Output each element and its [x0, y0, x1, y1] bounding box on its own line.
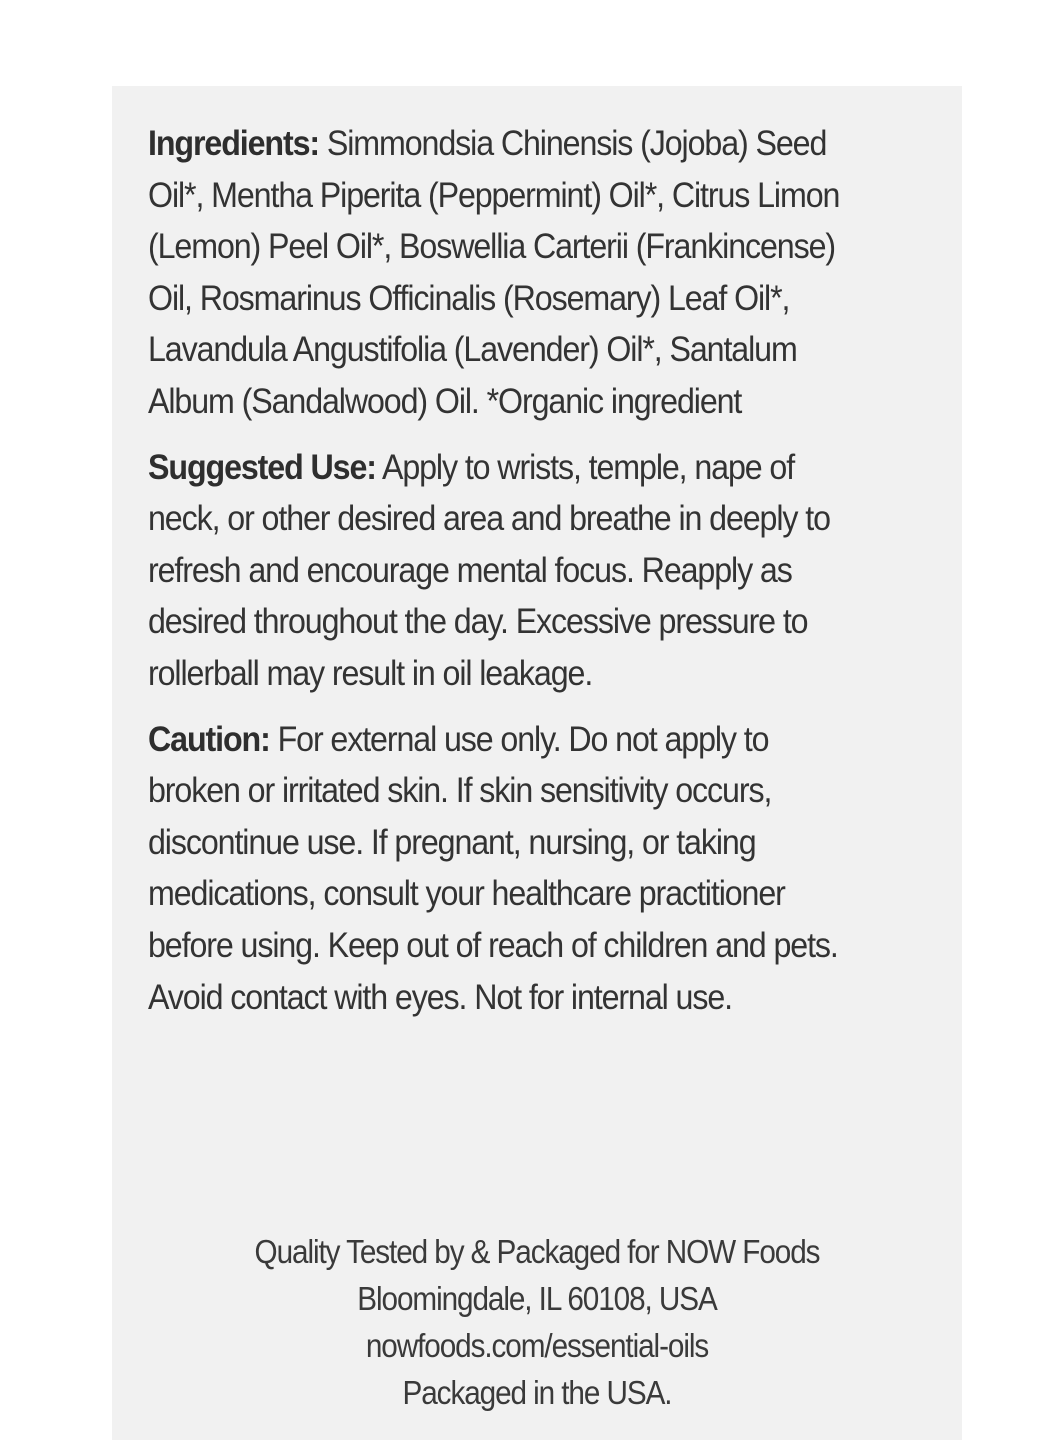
ingredients-text: Simmondsia Chinensis (Jojoba) Seed Oil*, Mentha Piperita (Peppermint) Oil*, Citrus Limon (Lemon) Peel Oil*, Boswellia Carterii (Frankincense) Oil, Rosmarinus Officinalis (Rosemary) Leaf Oil*, Lavandula Angustifolia (Lavender) Oil*, Santalum Album (Sandalwood) Oil. *Organic ingredient	[148, 124, 840, 421]
suggested-use-section	[148, 442, 847, 700]
suggested-use-heading: Suggested Use:	[148, 447, 376, 487]
footer-address-line: Bloomingdale, IL 60108, USA	[357, 1280, 717, 1317]
label-body	[148, 118, 847, 1023]
ingredients-section	[148, 118, 847, 428]
footer-quality-line: Quality Tested by & Packaged for NOW Foods	[254, 1233, 820, 1270]
caution-text: For external use only. Do not apply to broken or irritated skin. If skin sensitivity occurs, discontinue use. If pregnant, nursing, or taking medications, consult your healthcare practitioner before using. Keep out of reach of children and pets. Avoid contact with eyes. Not for internal use.	[148, 719, 838, 1017]
footer-origin-line: Packaged in the USA.	[402, 1374, 672, 1411]
footer-website-line: nowfoods.com/essential-oils	[365, 1327, 709, 1364]
caution-heading: Caution:	[148, 719, 270, 759]
ingredients-heading: Ingredients:	[148, 124, 320, 163]
caution-section	[148, 714, 847, 1024]
manufacturer-footer	[112, 1228, 962, 1416]
suggested-use-text: Apply to wrists, temple, nape of neck, or other desired area and breathe in deeply to refresh and encourage mental focus. Reapply as desired throughout the day. Excessive pressure to rollerball may result in oil leakage.	[148, 447, 830, 693]
